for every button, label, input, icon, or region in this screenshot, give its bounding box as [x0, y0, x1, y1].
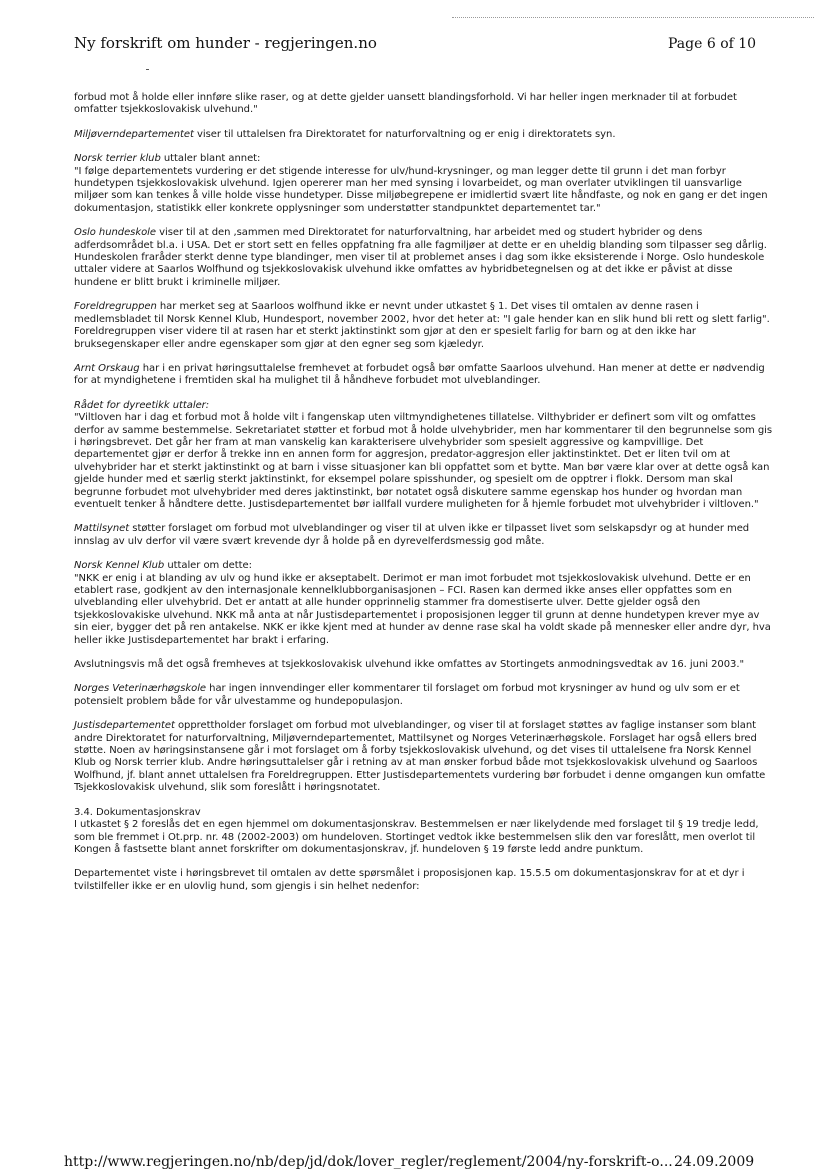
- source-url: http://www.regjeringen.no/nb/dep/jd/dok/lover_regler/reglement/2004/ny-forskrift-o...: [64, 1154, 673, 1169]
- quote: "Viltloven har i dag et forbud mot å holde vilt i fangenskap uten viltmyndighetenes tillatelse. Vilthybrider er definert som vilt og omfattes derfor av samme bestemmelse. Sekretariatet støtter et forbud mot å holde ulvehybrider, men har kommentarer til den begrunnelse som gis i høringsbrevet. Det går her fram at man vanskelig kan karakterisere ulvehybrider som spesielt aggressive og kampvillige. Det departementet gjør er derfor å trekke inn en annen form for aggresjon, predator-aggresjon eller jaktinstinktet. Det er liten tvil om at ulvehybrider har et sterkt jaktinstinkt og at barn i visse situasjoner kan bli oppfattet som et bytte. Man bør være klar over at dette også kan gjelde hunder med et særlig sterkt jaktinstinkt, for eksempel polare spisshunder, og spesielt om de opptrer i flokk. Dersom man skal begrunne forbudet mot ulvehybrider med deres jaktinstinkt, bør notatet også diskutere samme egenskap hos hunder og hvordan man eventuelt tenker å håndtere dette. Justisdepartementet bør iallfall vurdere muligheten for å hjemle forbudet mot ulvehybrider i viltloven.": [74, 412, 773, 510]
- person-name: Arnt Orskaug: [74, 362, 140, 374]
- organization-name: Norsk Kennel Klub: [74, 560, 165, 572]
- organization-name: Justisdepartementet: [74, 720, 175, 732]
- paragraph: Foreldregruppen har merket seg at Saarloos wolfhund ikke er nevnt under utkastet § 1. Det vises til omtalen av denne rasen i medlemsbladet til Norsk Kennel Klub, Hundesport, november 2002, hvor det heter at: "I gale hender kan en slik hund bli rett og slett farlig". Foreldregruppen viser videre til at rasen har et sterkt jaktinstinkt som gjør at den er spesielt farlig for barn og at den ikke har bruksegenskaper eller andre egenskaper som gjør at den egner seg som kjæledyr.: [74, 301, 770, 350]
- paragraph: Norges Veterinærhøgskole har ingen innvendinger eller kommentarer til forslaget om forbud mot krysninger av hund og ulv som er et potensielt problem både for vår ulvestamme og hundepopulasjon.: [74, 683, 740, 707]
- organization-name: Oslo hundeskole: [74, 227, 156, 239]
- quote: "I følge departementets vurdering er det stigende interesse for ulv/hund-krysninger, og man legger dette til grunn i det man forbyr hundetypen tsjekkoslovakisk ulvehund. Igjen opererer man her med synsing i lovarbeidet, og man overlater utviklingen til uansvarlige miljøer som kan tenkes å ville holde visse hundetyper. Disse miljøbegrepene er imidlertid svært lite håndfaste, og nok en gang er det ingen dokumentasjon, statistikk eller konkrete opplysninger som understøtter standpunktet departementet tar.": [74, 165, 768, 214]
- document-body: [74, 92, 774, 905]
- paragraph-intro: Rådet for dyreetikk uttaler:: [74, 399, 210, 411]
- paragraph: forbud mot å holde eller innføre slike raser, og at dette gjelder uansett blandingsforhold. Vi har heller ingen merknader til at forbudet omfatter tsjekkoslovakisk ulvehund.": [74, 92, 737, 116]
- page-footer: [64, 1154, 824, 1169]
- page-number: Page 6 of 10: [668, 36, 757, 52]
- paragraph: Miljøverndepartementet viser til uttalelsen fra Direktoratet for naturforvaltning og er enig i direktoratets syn.: [74, 128, 616, 140]
- paragraph: Justisdepartementet opprettholder forslaget om forbud mot ulveblandinger, og viser til at forslaget støttes av faglige instanser som blant andre Direktoratet for naturforvaltning, Miljøverndepartementet, Mattilsynet og Norges Veterinærhøgskole. Forslaget har også ellers bred støtte. Noen av høringsinstansene går i mot forslaget om å forby tsjekkoslovakisk ulvehund, og det vises til uttalelsene fra Norsk Kennel Klub og Norsk terrier klub. Andre høringsuttalelser går i retning av at man ønsker forbud både mot tsjekkoslovakisk ulvehund og Saarloos Wolfhund, jf. blant annet uttalelsen fra Foreldregruppen. Etter Justisdepartementets vurdering bør forbudet i denne omgangen kun omfatte Tsjekkoslovakisk ulvehund, slik som foreslått i høringsnotatet.: [74, 720, 766, 794]
- paragraph-intro: Norsk Kennel Klub uttaler om dette:: [74, 560, 252, 572]
- paragraph: Mattilsynet støtter forslaget om forbud mot ulveblandinger og viser til at ulven ikke er tilpasset livet som selskapsdyr og at hunder med innslag av ulv derfor vil være svært krevende dyr å holde på en dyrevelferdsmessig god måte.: [74, 523, 750, 547]
- paragraph-intro: Norsk terrier klub uttaler blant annet:: [74, 153, 261, 165]
- paragraph: Departementet viste i høringsbrevet til omtalen av dette spørsmålet i proposisjonen kap. 15.5.5 om dokumentasjonskrav for at et dyr i tvilstilfeller ikke er en ulovlig hund, som gjengis i sin helhet nedenfor:: [74, 868, 745, 892]
- organization-name: Mattilsynet: [74, 523, 130, 535]
- organization-name: Foreldregruppen: [74, 301, 157, 313]
- top-dotted-rule: [452, 17, 814, 18]
- print-date: 24.09.2009: [674, 1154, 755, 1169]
- scan-mark: [146, 69, 149, 70]
- paragraph: I utkastet § 2 foreslås det en egen hjemmel om dokumentasjonskrav. Bestemmelsen er nær likelydende med forslaget til § 19 tredje ledd, som ble fremmet i Ot.prp. nr. 48 (2002-2003) om hundeloven. Stortinget vedtok ikke bestemmelsen slik den var foreslått, men overlot til Kongen å fastsette blant annet forskrifter om dokumentasjonskrav, jf. hundeloven § 19 første ledd andre punktum.: [74, 819, 759, 855]
- organization-name: Norges Veterinærhøgskole: [74, 683, 207, 695]
- organization-name: Miljøverndepartementet: [74, 128, 194, 140]
- paragraph: Avslutningsvis må det også fremheves at tsjekkoslovakisk ulvehund ikke omfattes av Stortingets anmodningsvedtak av 16. juni 2003.": [74, 659, 745, 671]
- section-heading: 3.4. Dokumentasjonskrav: [74, 806, 201, 818]
- page-title: Ny forskrift om hunder - regjeringen.no: [74, 34, 377, 52]
- organization-name: Norsk terrier klub: [74, 153, 161, 165]
- paragraph: Arnt Orskaug har i en privat høringsuttalelse fremhevet at forbudet også bør omfatte Saarloos ulvehund. Han mener at dette er nødvendig for at myndighetene i fremtiden skal ha mulighet til å håndheve forbudet mot ulveblandinger.: [74, 362, 765, 387]
- paragraph: Oslo hundeskole viser til at den ,sammen med Direktoratet for naturforvaltning, har arbeidet med og studert hybrider og dens adferdsområdet bl.a. i USA. Det er stort sett en felles oppfatning fra alle fagmiljøer at dette er en uheldig blanding som tilpasser seg dårlig. Hundeskolen fraråder sterkt denne type blandinger, men viser til at problemet anses i dag som ikke eksisterende i Norge. Oslo hundeskole uttaler videre at Saarlos Wolfhund og tsjekkoslovakisk ulvehund ikke omfattes av hybridbetegnelsen og at det ikke er påvist at disse hundene er blitt brukt i kriminelle miljøer.: [74, 227, 767, 288]
- quote: "NKK er enig i at blanding av ulv og hund ikke er akseptabelt. Derimot er man imot forbudet mot tsjekkoslovakisk ulvehund. Dette er en etablert rase, godkjent av den internasjonale kennelklubborganisasjonen – FCI. Rasen kan dermed ikke anses eller oppfattes som en ulveblanding eller ulvehybrid. Det er antatt at alle hunder opprinnelig stammer fra domestiserte ulver. Dette gjelder også den tsjekkoslovakiske ulvehund. NKK må anta at når Justisdepartementet i proposisjonen legger til grunn at denne hundetypen krever mye av sin eier, bygger det på ren antakelse. NKK er ikke kjent med at hunder av denne rase skal ha voldt skade på mennesker eller andre dyr, hva heller ikke Justisdepartementet har brakt i erfaring.: [74, 572, 771, 646]
